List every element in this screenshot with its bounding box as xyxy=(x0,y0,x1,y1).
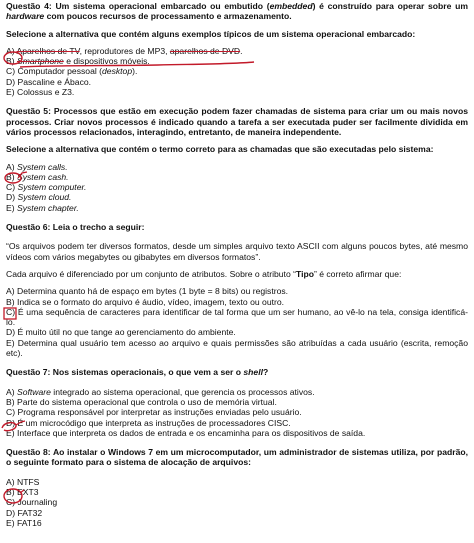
question-6-option-a[interactable]: A) Determina quanto há de espaço em bytes (1 byte = 8 bits) ou registros. xyxy=(6,286,289,297)
question-5 xyxy=(6,106,468,213)
question-7 xyxy=(6,367,468,438)
question-7-title-line: Questão 7: Nos sistemas operacionais, o que vem a ser o shell? xyxy=(6,367,269,378)
question-7-option-a[interactable]: A) Software integrado ao sistema operacional, que gerencia os processos ativos. xyxy=(6,386,315,397)
question-8-option-a[interactable]: A) NTFS xyxy=(6,476,40,487)
question-7-option-c[interactable]: C) Programa responsável por interpretar as instruções enviadas pelo usuário. xyxy=(6,407,302,418)
question-5-option-b[interactable]: B) System cash. xyxy=(6,171,69,182)
question-8-option-d[interactable]: D) FAT32 xyxy=(6,507,43,518)
question-6-option-c[interactable]: C) É uma sequência de caracteres para identificar de tal forma que um ser humano, ao vê-lo na tela, consiga identificá-lo. xyxy=(6,306,468,328)
question-8-option-e[interactable]: E) FAT16 xyxy=(6,517,42,528)
question-7-option-b[interactable]: B) Parte do sistema operacional que controla o uso de memória virtual. xyxy=(6,396,277,407)
question-8-option-c[interactable]: C) Journaling xyxy=(6,497,58,508)
question-5-prompt: Selecione a alternativa que contém o termo correto para as chamadas que são executadas pelo sistema: xyxy=(6,144,434,155)
question-4-option-c[interactable]: C) Computador pessoal (desktop). xyxy=(6,66,138,77)
question-5-option-a[interactable]: A) System calls. xyxy=(6,161,68,172)
question-5-title: Questão 5: xyxy=(6,106,51,117)
question-6-option-d[interactable]: D) É muito útil no que tange ao gerenciamento do ambiente. xyxy=(6,327,236,338)
question-4-title: Questão 4: xyxy=(6,1,52,11)
question-8-title: Questão 8: xyxy=(6,447,51,458)
question-7-title: Questão 7: xyxy=(6,367,51,378)
exam-page xyxy=(6,1,468,528)
question-8-stem: Questão 8: Ao instalar o Windows 7 em um microcomputador, um administrador de sistemas utiliza, por padrão, o seguinte formato para o sistema de alocação de arquivos: xyxy=(6,447,468,468)
question-4-prompt: Selecione a alternativa que contém alguns exemplos típicos de um sistema operacional embarcado: xyxy=(6,28,416,39)
question-7-option-d[interactable]: D) É um microcódigo que interpreta as instruções de processadores CISC. xyxy=(6,417,291,428)
question-5-option-c[interactable]: C) System computer. xyxy=(6,182,87,193)
question-8-option-b[interactable]: B) EXT3 xyxy=(6,486,39,497)
question-5-option-d[interactable]: D) System cloud. xyxy=(6,192,72,203)
question-8 xyxy=(6,447,468,528)
question-6-prompt: Cada arquivo é diferenciado por um conjunto de atributos. Sobre o atributo “Tipo” é correto afirmar que: xyxy=(6,268,402,279)
question-4-option-e[interactable]: E) Colossus e Z3. xyxy=(6,87,75,98)
question-5-option-e[interactable]: E) System chapter. xyxy=(6,202,79,213)
question-4-option-a[interactable]: A) Aparelhos de TV, reprodutores de MP3, aparelhos de DVD. xyxy=(6,45,243,56)
question-5-stem: Questão 5: Processos que estão em execução podem fazer chamadas de sistema para criar um ou mais novos processos. Criar novos processos é indicado quando a tarefa a ser executada puder ser facilmente dividida em vários processos relacionados, interagindo, entretanto, de maneira independente. xyxy=(6,106,468,137)
question-4-option-b[interactable]: B) Smartphone e dispositivos móveis. xyxy=(6,56,150,67)
question-4-stem: Questão 4: Um sistema operacional embarcado ou embutido (embedded) é construído para operar sobre um hardware com poucos recursos de processamento e armazenamento. xyxy=(6,1,469,22)
question-6-title: Questão 6: xyxy=(6,222,51,233)
question-6-title-line: Questão 6: Leia o trecho a seguir: xyxy=(6,222,145,233)
question-7-option-e[interactable]: E) Interface que interpreta os dados de entrada e os encaminha para os dispositivos de saída. xyxy=(6,427,366,438)
question-4-option-d[interactable]: D) Pascaline e Ábaco. xyxy=(6,76,92,87)
question-6-option-e[interactable]: E) Determina qual usuário tem acesso ao arquivo e quais permissões são atribuídas a cada usuário (escrita, remoção etc). xyxy=(6,337,468,359)
question-6-quote: “Os arquivos podem ter diversos formatos, desde um simples arquivo texto ASCII com alguns poucos bytes, até mesmo vídeos com vários megabytes ou gibabytes em diversos formatos”. xyxy=(6,241,468,262)
question-4 xyxy=(6,1,468,97)
question-6 xyxy=(6,222,468,358)
question-6-option-b[interactable]: B) Indica se o formato do arquivo é áudio, vídeo, imagem, texto ou outro. xyxy=(6,296,285,307)
